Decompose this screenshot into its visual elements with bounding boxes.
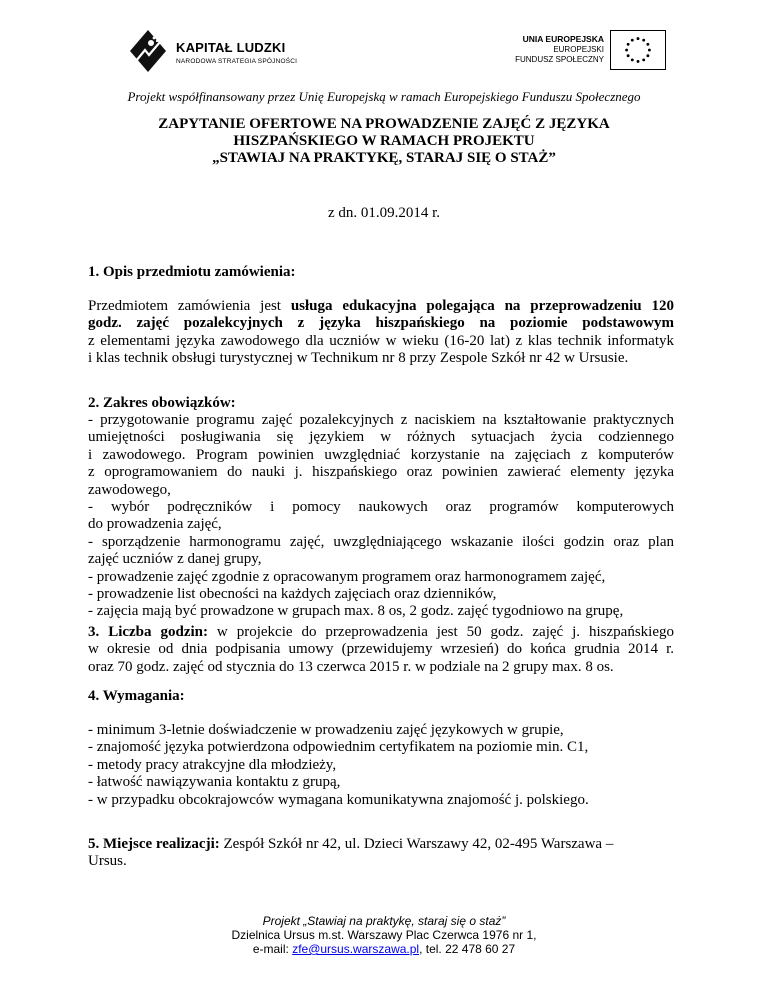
- footer-email-prefix: e-mail:: [252, 942, 293, 956]
- footer-contact: [0, 942, 768, 956]
- section-5-line-1-text: Zespół Szkół nr 42, ul. Dzieci Warszawy 42, 02-495 Warszawa –: [219, 836, 614, 852]
- section-5-line-1: [88, 836, 674, 853]
- footer-phone: , tel. 22 478 60 27: [419, 942, 516, 956]
- section-4-heading: [88, 688, 674, 705]
- section-1-body: [88, 298, 674, 368]
- kapital-ludzki-mark-icon: [130, 30, 166, 72]
- requirement-item: - łatwość nawiązywania kontaktu z grupą,: [88, 774, 341, 791]
- requirement-item: - znajomość języka potwierdzona odpowiednim certyfikatem na poziomie min. C1,: [88, 739, 589, 756]
- title-line-2: HISZPAŃSKIEGO W RAMACH PROJEKTU: [233, 133, 535, 149]
- section-2-num: 2: [88, 395, 96, 411]
- footer-email-link[interactable]: zfe@ursus.warszawa.pl: [292, 942, 420, 956]
- footer: [0, 914, 768, 956]
- cofinanced-note: Projekt współfinansowany przez Unię Europejską w ramach Europejskiego Funduszu Społecznego: [127, 89, 641, 104]
- section-2-line: - prowadzenie list obecności na każdych zajęciach oraz dzienników,: [88, 586, 497, 603]
- section-1-line-1: [88, 298, 674, 315]
- document-title: [0, 116, 768, 167]
- section-3-line-3: oraz 70 godz. zajęć od stycznia do 13 czerwca 2015 r. w podziale na 2 grupy max. 8 os.: [88, 658, 614, 675]
- section-2-line: i zawodowego. Program powinien uwzględniać korzystanie na zajęciach z komputerów: [88, 446, 674, 463]
- section-2-line: z oprogramowaniem do nauki j. hiszpańskiego oraz powinien zawierać elementy języka: [88, 464, 674, 481]
- section-1-line-3: z elementami języka zawodowego dla uczniów w wieku (16-20 lat) z klas technik informatyk: [88, 332, 674, 349]
- eu-flag-icon: [610, 30, 666, 70]
- title-line-1: ZAPYTANIE OFERTOWE NA PROWADZENIE ZAJĘĆ Z JĘZYKA: [158, 116, 610, 132]
- section-1-heading: [88, 264, 674, 281]
- requirement-item: - minimum 3-letnie doświadczenie w prowadzeniu zajęć językowych w grupie,: [88, 722, 564, 738]
- section-5-body: [88, 836, 674, 871]
- section-2-line: zawodowego,: [88, 481, 171, 498]
- section-2-line: - wybór podręczników i pomocy naukowych oraz programów komputerowych: [88, 499, 674, 516]
- title-line-3: „STAWIAJ NA PRAKTYKĘ, STARAJ SIĘ O STAŻ”: [212, 150, 556, 166]
- eu-line-1: UNIA EUROPEJSKA: [522, 34, 604, 44]
- section-5-heading: 5. Miejsce realizacji:: [88, 836, 220, 852]
- section-2-line: - zajęcia mają być prowadzone w grupach max. 8 os, 2 godz. zajęć tygodniowo na grupę,: [88, 603, 624, 620]
- section-1-line-2-text: godz. zajęć pozalekcyjnych z języka hiszpańskiego na poziomie podstawowym: [88, 315, 674, 332]
- eu-line-3: FUNDUSZ SPOŁECZNY: [515, 55, 604, 64]
- section-1-line-2: [88, 315, 674, 332]
- kapital-ludzki-logo: [130, 28, 350, 78]
- kapital-ludzki-subtitle: NARODOWA STRATEGIA SPÓJNOŚCI: [176, 58, 298, 65]
- section-2-line: - przygotowanie programu zajęć pozalekcyjnych z naciskiem na kształtowanie praktycznych: [88, 412, 674, 428]
- kapital-ludzki-title: KAPITAŁ LUDZKI: [176, 40, 286, 55]
- section-1-line-4: i klas technik obsługi turystycznej w Technikum nr 8 przy Zespole Szkół nr 42 w Ursusie.: [88, 350, 629, 367]
- section-2-line: - prowadzenie zajęć zgodnie z opracowanym programem oraz harmonogramem zajęć,: [88, 568, 606, 585]
- section-1-line-1-a: Przedmiotem zamówienia jest: [88, 298, 291, 314]
- eu-logo: [508, 28, 668, 76]
- requirement-item: - metody pracy atrakcyjne dla młodzieży,: [88, 756, 337, 773]
- footer-address: Dzielnica Ursus m.st. Warszawy Plac Czerwca 1976 nr 1,: [231, 928, 537, 942]
- section-2-line: umiejętności posługiwania się językiem w różnych sytuacjach życia codziennego: [88, 429, 674, 446]
- footer-project: [0, 914, 768, 928]
- document-date: z dn. 01.09.2014 r.: [327, 205, 441, 221]
- section-2-heading-text: . Zakres obowiązków:: [95, 395, 236, 411]
- eu-logo-text: [515, 34, 604, 66]
- section-4-heading-text: 4. Wymagania:: [88, 688, 185, 704]
- section-1-heading-text: 1. Opis przedmiotu zamówienia:: [88, 264, 296, 280]
- section-2-body: [88, 412, 674, 621]
- footer-project-text: Projekt „Stawiaj na praktykę, staraj się o staż”: [262, 914, 506, 928]
- section-2-line: do prowadzenia zajęć,: [88, 516, 222, 533]
- section-2-heading: [88, 395, 674, 412]
- section-5-line-2: Ursus.: [88, 853, 127, 870]
- section-4-list: [88, 722, 674, 809]
- section-3-line-2: w okresie od dnia podpisania umowy (przewidujemy wrzesień) do końca grudnia 2014 r.: [88, 641, 674, 658]
- section-3-line-1-text: w projekcie do przeprowadzenia jest 50 godz. zajęć j. hiszpańskiego: [207, 624, 674, 640]
- section-1-line-1-b: usługa edukacyjna polegająca na przeprowadzeniu 120: [290, 298, 674, 314]
- section-2-line: - sporządzenie harmonogramu zajęć, uwzględniającego wskazanie ilości godzin oraz plan: [88, 533, 674, 550]
- section-3-line-1: [88, 624, 674, 641]
- section-2-line: zajęć uczniów z danej grupy,: [88, 551, 262, 568]
- section-3-heading: 3. Liczba godzin:: [88, 624, 208, 640]
- eu-line-2: EUROPEJSKI: [553, 44, 604, 54]
- requirement-item: - w przypadku obcokrajowców wymagana komunikatywna znajomość j. polskiego.: [88, 791, 589, 808]
- section-3-body: [88, 624, 674, 676]
